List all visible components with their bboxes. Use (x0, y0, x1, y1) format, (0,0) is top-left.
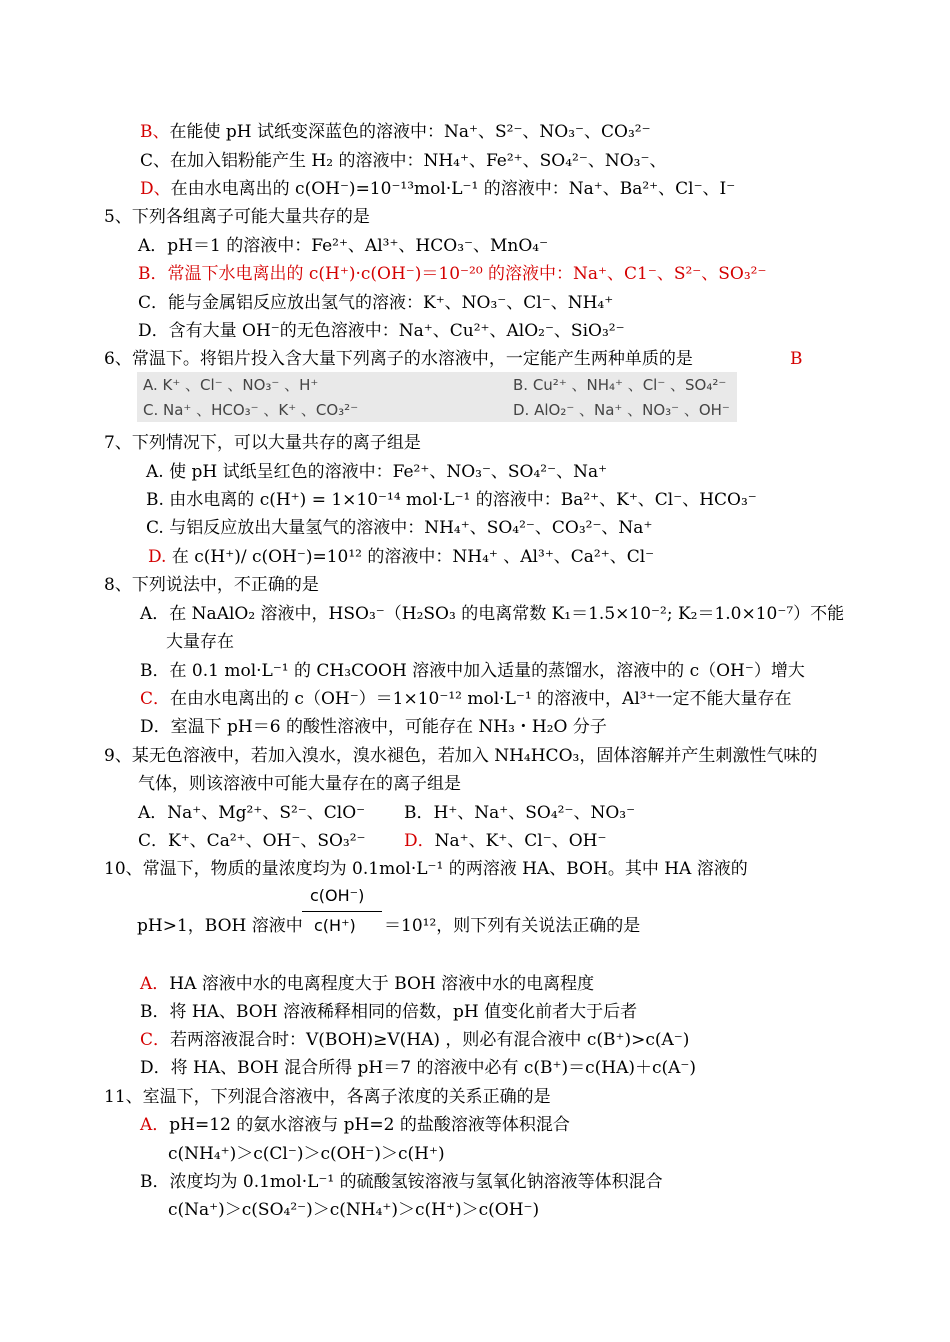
q6-option-d: D. AlO₂⁻ 、Na⁺ 、NO₃⁻ 、OH⁻ (513, 401, 730, 419)
q11-option-a (140, 1114, 570, 1136)
answer-label: A． (140, 1115, 170, 1135)
option-text: 在由水电离出的 c（OH⁻）＝1×10⁻¹² mol·L⁻¹ 的溶液中，Al³⁺一定不能大量存在 (170, 689, 792, 709)
q10-option-c (140, 1029, 689, 1051)
q10-option-b: B．将 HA、BOH 溶液稀释相同的倍数，pH 值变化前者大于后者 (140, 1002, 638, 1022)
q6-options-image (137, 372, 737, 422)
q7-option-d (148, 546, 654, 568)
option-text: HA 溶液中水的电离程度大于 BOH 溶液中水的电离程度 (169, 974, 595, 994)
answer-label: D． (404, 831, 435, 851)
q4-option-d (140, 178, 735, 200)
q5-option-b: B．常温下水电离出的 c(H⁺)·c(OH⁻)＝10⁻²⁰ 的溶液中：Na⁺、C1⁻、S²⁻、SO₃²⁻ (138, 264, 767, 284)
question-6: 6、常温下。将铝片投入含大量下列离子的水溶液中，一定能产生两种单质的是 (104, 349, 693, 369)
q6-option-c: C. Na⁺ 、HCO₃⁻ 、K⁺ 、CO₃²⁻ (143, 401, 359, 419)
question-10: 10、常温下，物质的量浓度均为 0.1mol·L⁻¹ 的两溶液 HA、BOH。其中 HA 溶液的 (104, 859, 748, 879)
option-text: 若两溶液混合时：V(BOH)≥V(HA) ，则必有混合液中 c(B⁺)>c(A⁻) (170, 1030, 690, 1050)
q5-option-d: D．含有大量 OH⁻的无色溶液中：Na⁺、Cu²⁺、AlO₂⁻、SiO₃²⁻ (138, 321, 625, 341)
q5-option-c: C．能与金属铝反应放出氢气的溶液：K⁺、NO₃⁻、Cl⁻、NH₄⁺ (138, 293, 614, 313)
q9-option-b: B．H⁺、Na⁺、SO₄²⁻、NO₃⁻ (404, 803, 636, 823)
fraction-denominator: c(H⁺) (314, 916, 356, 935)
q9-option-a: A．Na⁺、Mg²⁺、S²⁻、ClO⁻ (138, 803, 366, 823)
q7-option-a: A. 使 pH 试纸呈红色的溶液中：Fe²⁺、NO₃⁻、SO₄²⁻、Na⁺ (146, 462, 608, 482)
option-text: 在由水电离出的 c(OH⁻)=10⁻¹³mol·L⁻¹ 的溶液中：Na⁺、Ba²⁺、Cl⁻、I⁻ (170, 179, 736, 199)
answer-label: C． (140, 1030, 171, 1050)
question-10-cont-b: ＝10¹²，则下列有关说法正确的是 (384, 916, 641, 936)
question-10-cont-a: pH>1，BOH 溶液中 (137, 916, 303, 936)
answer-label: B、 (140, 122, 170, 142)
q7-option-b: B. 由水电离的 c(H⁺) = 1×10⁻¹⁴ mol·L⁻¹ 的溶液中：Ba²⁺、K⁺、Cl⁻、HCO₃⁻ (146, 490, 757, 510)
question-5: 5、下列各组离子可能大量共存的是 (104, 207, 370, 227)
question-8: 8、下列说法中，不正确的是 (104, 575, 319, 595)
q4-option-c: C、在加入铝粉能产生 H₂ 的溶液中：NH₄⁺、Fe²⁺、SO₄²⁻、NO₃⁻、 (140, 151, 667, 171)
option-text: 在能使 pH 试纸变深蓝色的溶液中：Na⁺、S²⁻、NO₃⁻、CO₃²⁻ (169, 122, 651, 142)
q11-option-a-relation: c(NH₄⁺)＞c(Cl⁻)＞c(OH⁻)＞c(H⁺) (168, 1144, 445, 1164)
q8-option-a-cont: 大量存在 (166, 632, 234, 652)
answer-label: D、 (140, 179, 171, 199)
answer-label: D. (148, 547, 167, 567)
q10-option-d: D．将 HA、BOH 混合所得 pH＝7 的溶液中必有 c(B⁺)＝c(HA)＋c(A⁻) (140, 1058, 697, 1078)
answer-label: A． (140, 974, 170, 994)
fraction-numerator: c(OH⁻) (310, 886, 365, 905)
question-9: 9、某无色溶液中，若加入溴水，溴水褪色，若加入 NH₄HCO₃，固体溶解并产生刺激性气味的 (104, 746, 818, 766)
q11-option-b-relation: c(Na⁺)＞c(SO₄²⁻)＞c(NH₄⁺)＞c(H⁺)＞c(OH⁻) (168, 1200, 540, 1220)
q6-option-a: A. K⁺ 、Cl⁻ 、NO₃⁻ 、H⁺ (143, 376, 319, 394)
q7-option-c: C. 与铝反应放出大量氢气的溶液中：NH₄⁺、SO₄²⁻、CO₃²⁻、Na⁺ (146, 518, 653, 538)
q11-option-b: B．浓度均为 0.1mol·L⁻¹ 的硫酸氢铵溶液与氢氧化钠溶液等体积混合 (140, 1172, 663, 1192)
option-text: Na⁺、K⁺、Cl⁻、OH⁻ (434, 831, 607, 851)
q6-option-b: B. Cu²⁺ 、NH₄⁺ 、Cl⁻ 、SO₄²⁻ (513, 376, 727, 394)
fraction-bar (302, 911, 382, 912)
q9-option-c: C．K⁺、Ca²⁺、OH⁻、SO₃²⁻ (138, 831, 366, 851)
q6-answer: B (790, 349, 803, 369)
option-text: 在 c(H⁺)/ c(OH⁻)=10¹² 的溶液中：NH₄⁺ 、Al³⁺、Ca²⁺、Cl⁻ (171, 547, 655, 567)
q8-option-c (140, 688, 792, 710)
question-9-cont: 气体，则该溶液中可能大量存在的离子组是 (138, 774, 461, 794)
ratio-fraction (302, 886, 382, 938)
q4-option-b (140, 121, 651, 143)
q8-option-b: B．在 0.1 mol·L⁻¹ 的 CH₃COOH 溶液中加入适量的蒸馏水，溶液中的 c（OH⁻）增大 (140, 661, 805, 681)
option-text: pH=12 的氨水溶液与 pH=2 的盐酸溶液等体积混合 (169, 1115, 570, 1135)
q5-option-a: A．pH＝1 的溶液中：Fe²⁺、Al³⁺、HCO₃⁻、MnO₄⁻ (138, 236, 549, 256)
question-11: 11、室温下，下列混合溶液中，各离子浓度的关系正确的是 (104, 1087, 551, 1107)
q9-option-d (404, 830, 606, 852)
q10-option-a (140, 973, 594, 995)
q8-option-a: A．在 NaAlO₂ 溶液中，HSO₃⁻（H₂SO₃ 的电离常数 K₁＝1.5×10⁻²; K₂＝1.0×10⁻⁷）不能 (140, 604, 845, 624)
q8-option-d: D．室温下 pH＝6 的酸性溶液中，可能存在 NH₃・H₂O 分子 (140, 717, 607, 737)
answer-label: C． (140, 689, 171, 709)
question-7: 7、下列情况下，可以大量共存的离子组是 (104, 433, 421, 453)
